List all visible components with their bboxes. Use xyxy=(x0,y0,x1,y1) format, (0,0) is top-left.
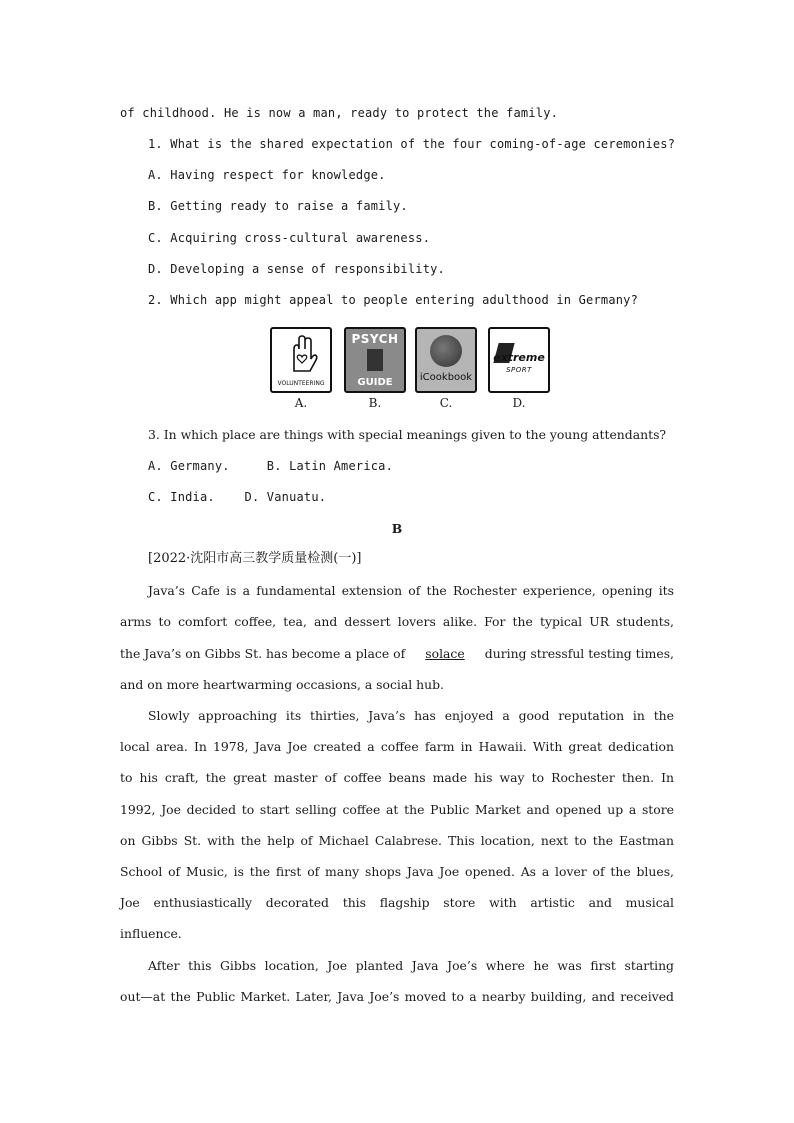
source-citation: [2022·沈阳市高三教学质量检测(一)] xyxy=(148,551,362,566)
app-letter-a: A. xyxy=(294,396,308,410)
intro-line: of childhood. He is now a man, ready to protect the family. xyxy=(120,106,559,120)
q3-options-row-2: C. India. D. Vanuatu. xyxy=(148,490,327,504)
underlined-word-solace: solace xyxy=(425,646,465,661)
app-option-d xyxy=(488,327,550,410)
guide-label: GUIDE xyxy=(357,377,393,388)
p1-line-3-end: during stressful testing times, xyxy=(484,646,674,661)
q1-option-c: C. Acquiring cross-cultural awareness. xyxy=(148,231,431,245)
p2-line-7: Joe enthusiastically decorated this flagship store with artistic and musical xyxy=(120,895,674,910)
p2-line-1: Slowly approaching its thirties, Java’s has enjoyed a good reputation in the xyxy=(148,708,674,723)
app-letter-d: D. xyxy=(512,396,526,410)
p1-line-2: arms to comfort coffee, tea, and dessert lovers alike. For the typical UR students, xyxy=(120,614,674,629)
extreme-label: extreme xyxy=(493,351,545,364)
q3-options-row-1: A. Germany. B. Latin America. xyxy=(148,459,394,473)
app-option-c xyxy=(415,327,477,410)
question-3: 3. In which place are things with special meanings given to the young attendants? xyxy=(148,427,667,442)
hand-heart-icon xyxy=(270,327,332,393)
p3-line-2: out—at the Public Market. Later, Java Joe’s moved to a nearby building, and received xyxy=(120,989,674,1004)
app-option-a xyxy=(270,327,332,410)
p1-line-3-start: the Java’s on Gibbs St. has become a place of xyxy=(120,646,406,661)
p1-line-1: Java’s Cafe is a fundamental extension of the Rochester experience, opening its xyxy=(148,583,674,598)
icookbook-label: iCookbook xyxy=(419,372,473,383)
p1-line-4: and on more heartwarming occasions, a social hub. xyxy=(120,677,444,692)
p2-line-6: School of Music, is the first of many shops Java Joe opened. As a lover of the blues, xyxy=(120,864,674,879)
p2-line-8: influence. xyxy=(120,926,182,941)
app-letter-b: B. xyxy=(368,396,382,410)
cookbook-globe-icon xyxy=(415,327,477,393)
app-icons-figure xyxy=(270,327,560,412)
p2-line-2: local area. In 1978, Java Joe created a coffee farm in Hawaii. With great dedication xyxy=(120,739,674,754)
volunteering-label: VOLUNTEERING xyxy=(277,380,325,387)
sport-label: SPORT xyxy=(506,366,532,374)
extreme-sport-icon xyxy=(488,327,550,393)
app-letter-c: C. xyxy=(439,396,453,410)
question-2: 2. Which app might appeal to people entering adulthood in Germany? xyxy=(148,293,639,307)
psych-guide-icon xyxy=(344,327,406,393)
q1-option-a: A. Having respect for knowledge. xyxy=(148,168,386,182)
p2-line-3: to his craft, the great master of coffee beans made his way to Rochester then. In xyxy=(120,770,674,785)
p1-line-3 xyxy=(120,644,674,664)
psych-label: PSYCH xyxy=(351,332,399,346)
p2-line-5: on Gibbs St. with the help of Michael Calabrese. This location, next to the Eastman xyxy=(120,833,674,848)
q1-option-b: B. Getting ready to raise a family. xyxy=(148,199,408,213)
p3-line-1: After this Gibbs location, Joe planted Java Joe’s where he was first starting xyxy=(148,958,674,973)
q1-option-d: D. Developing a sense of responsibility. xyxy=(148,262,445,276)
question-1: 1. What is the shared expectation of the four coming-of-age ceremonies? xyxy=(148,137,676,151)
section-letter: B xyxy=(391,521,403,536)
p2-line-4: 1992, Joe decided to start selling coffee at the Public Market and opened up a store xyxy=(120,802,674,817)
app-option-b xyxy=(344,327,406,410)
